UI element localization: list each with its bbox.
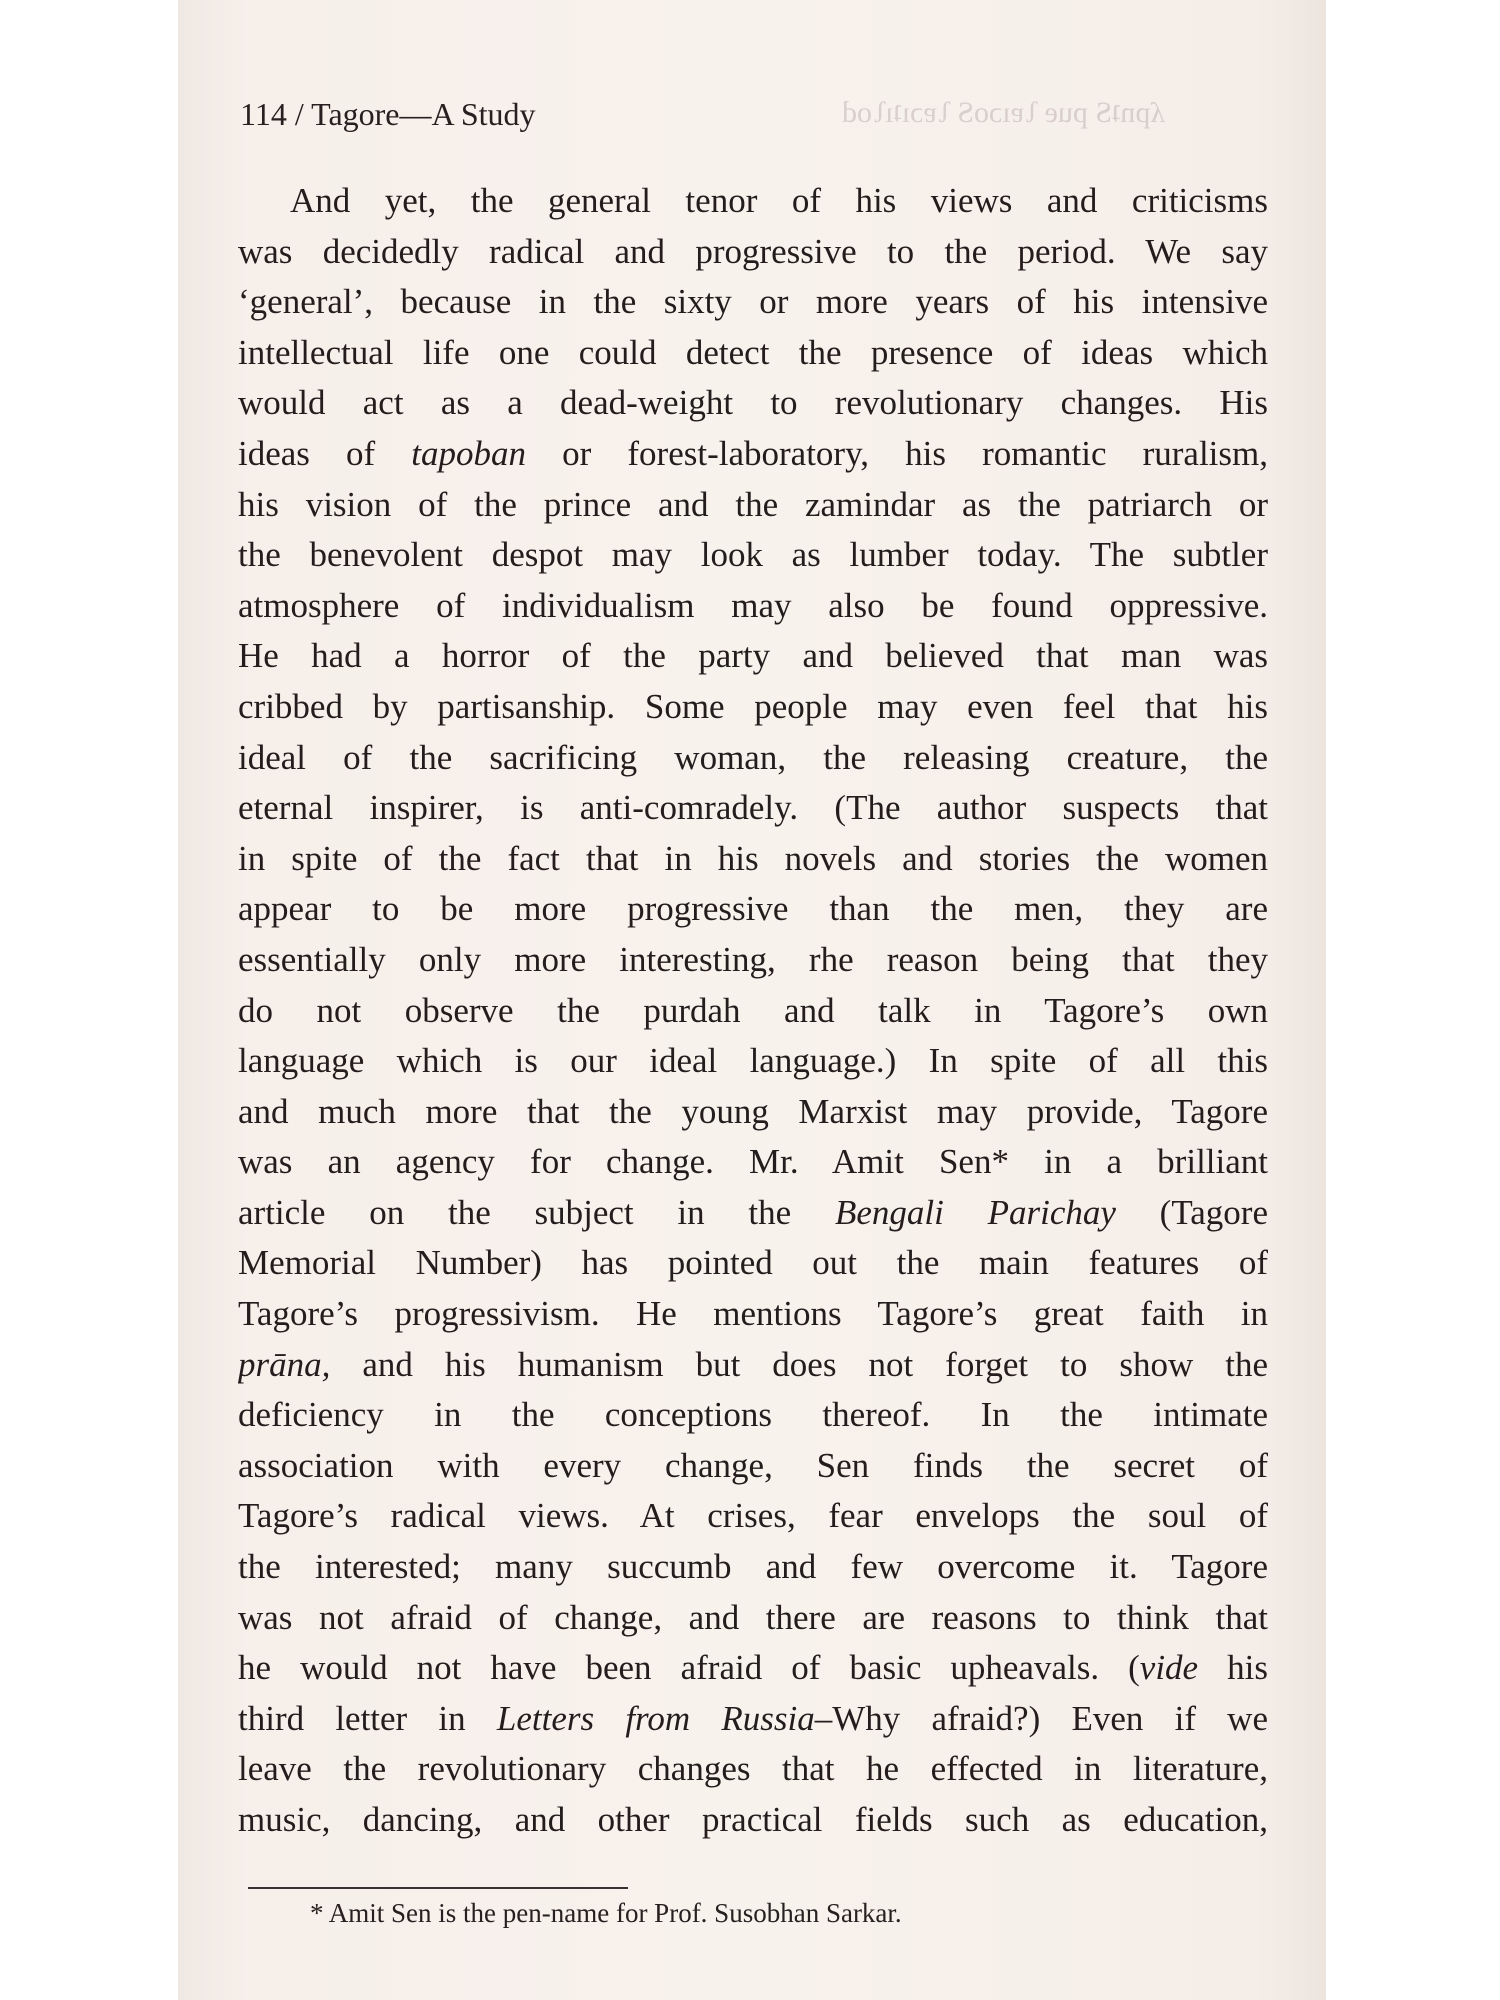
text-line: Tagore’s progressivism. He mentions Tagore’s great faith in [238,1294,1268,1334]
text-line: ‘general’, because in the sixty or more years of his intensive [238,282,1268,322]
footnote: * Amit Sen is the pen-name for Prof. Susobhan Sarkar. [310,1898,902,1928]
text-line: intellectual life one could detect the presence of ideas which [238,332,1268,372]
text-line: third letter in Letters from Russia–Why afraid?) Even if we [238,1698,1268,1738]
text-line: do not observe the purdah and talk in Tagore’s own [238,990,1268,1030]
text-line: He had a horror of the party and believed that man was [238,636,1268,676]
text-line: And yet, the general tenor of his views and criticisms [290,181,1268,220]
running-head: 114 / Tagore—A Study [240,96,536,132]
text-line: deficiency in the conceptions thereof. In the intimate [238,1395,1268,1435]
text-line: was decidedly radical and progressive to the period. We say [238,231,1268,271]
text-line: his vision of the prince and the zamindar as the patriarch or [238,484,1268,524]
text-line: Tagore’s radical views. At crises, fear envelops the soul of [238,1496,1268,1536]
text-line: eternal inspirer, is anti-comradely. (The author suspects that [238,788,1268,828]
text-line: the interested; many succumb and few overcome it. Tagore [238,1547,1268,1587]
text-line: music, dancing, and other practical fields such as education, [238,1800,1268,1839]
text-line: was not afraid of change, and there are reasons to think that [238,1597,1268,1637]
text-line: leave the revolutionary changes that he effected in literature, [238,1749,1268,1789]
text-line: would act as a dead-weight to revolutionary changes. His [238,383,1268,423]
text-line: Memorial Number) has pointed out the main features of [238,1243,1268,1283]
text-line: the benevolent despot may look as lumber today. The subtler [238,535,1268,575]
text-line: he would not have been afraid of basic upheavals. (vide his [238,1648,1268,1688]
text-line: prāna, and his humanism but does not forget to show the [238,1344,1268,1384]
text-line: cribbed by partisanship. Some people may even feel that his [238,686,1268,726]
text-line: and much more that the young Marxist may provide, Tagore [238,1091,1268,1131]
text-line: essentially only more interesting, rhe reason being that they [238,939,1268,979]
bleed-through-text: ʎpnʇS pue ʅɐıɔoS ʅɐɔıʇıʅod [842,96,1166,129]
footnote-rule [248,1887,628,1889]
text-line: appear to be more progressive than the men, they are [238,889,1268,929]
text-line: ideas of tapoban or forest-laboratory, his romantic ruralism, [238,433,1268,473]
text-line: article on the subject in the Bengali Parichay (Tagore [238,1192,1268,1232]
text-line: in spite of the fact that in his novels and stories the women [238,838,1268,878]
text-line: was an agency for change. Mr. Amit Sen* in a brilliant [238,1142,1268,1182]
text-line: ideal of the sacrificing woman, the releasing creature, the [238,737,1268,777]
body-paragraph [238,176,1268,1846]
text-line: atmosphere of individualism may also be found oppressive. [238,585,1268,625]
text-line: association with every change, Sen finds the secret of [238,1445,1268,1485]
text-line: language which is our ideal language.) In spite of all this [238,1041,1268,1081]
